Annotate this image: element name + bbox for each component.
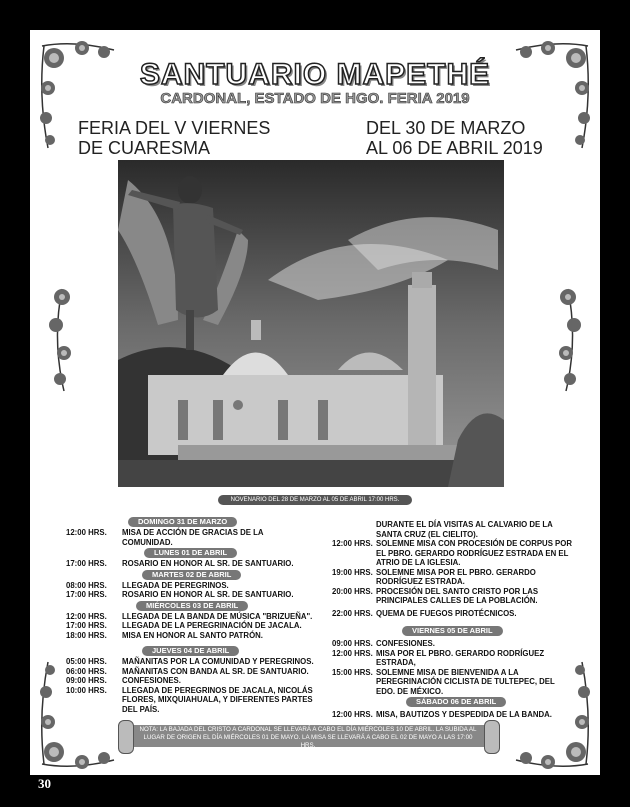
novenario-banner: NOVENARIO DEL 28 DE MARZO AL 05 DE ABRIL 17:00 HRS.	[218, 495, 412, 505]
schedule-right-column	[332, 520, 572, 720]
event-row	[332, 609, 572, 619]
event-row	[332, 668, 572, 697]
feria-dates	[366, 118, 543, 158]
event-time: 20:00 HRS.	[332, 586, 373, 596]
feria-dates-line1: DEL 30 DE MARZO	[366, 118, 526, 138]
scroll-right-roll-icon	[484, 720, 500, 754]
event-desc: CONFESIONES.	[376, 639, 435, 648]
feria-name-line2: DE CUARESMA	[78, 138, 211, 158]
event-row	[332, 568, 572, 587]
event-row	[332, 587, 572, 606]
event-desc: LLEGADA DE PEREGRINOS DE JACALA, NICOLÁS FLORES, MIXQUIAHUALA, Y DIFERENTES PARTES DEL PAÍS.	[122, 685, 313, 714]
event-row	[332, 710, 572, 720]
day-badge-monday: LUNES 01 DE ABRIL	[144, 548, 237, 558]
event-time: 18:00 HRS.	[66, 630, 107, 640]
event-row	[66, 686, 316, 715]
feria-name-line1: FERIA DEL V VIERNES	[78, 118, 271, 138]
event-desc: SOLEMNE MISA DE BIENVENIDA A LA PEREGRINACIÓN CICLISTA DE TULTEPEC, DEL EDO. DE MÉXICO.	[376, 667, 555, 696]
event-time: 12:00 HRS.	[66, 528, 107, 537]
event-desc: SOLEMNE MISA POR EL PBRO. GERARDO RODRÍGUEZ ESTRADA.	[376, 567, 536, 586]
event-desc: MISA EN HONOR AL SANTO PATRÓN.	[122, 630, 263, 640]
floral-side-left-icon	[42, 285, 82, 395]
note-scroll-banner	[118, 720, 498, 750]
event-desc: MISA, BAUTIZOS Y DESPEDIDA DE LA BANDA.	[376, 710, 552, 719]
event-desc: ROSARIO EN HONOR AL SR. DE SANTUARIO.	[122, 590, 294, 599]
event-row	[66, 590, 316, 600]
event-desc: MISA POR EL PBRO. GERARDO RODRÍGUEZ ESTRADA,	[376, 648, 545, 667]
event-row	[66, 621, 316, 631]
event-row	[66, 528, 316, 547]
event-time: 06:00 HRS.	[66, 666, 107, 676]
event-time: 12:00 HRS.	[66, 611, 107, 621]
event-row	[332, 639, 572, 649]
event-row	[66, 559, 316, 569]
event-time: 12:00 HRS.	[332, 710, 373, 719]
event-desc: CONFESIONES.	[122, 676, 181, 685]
event-row	[332, 520, 572, 539]
event-time: 19:00 HRS.	[332, 567, 373, 577]
day-badge-wednesday: MIÉRCOLES 03 DE ABRIL	[136, 601, 248, 611]
event-desc: ROSARIO EN HONOR AL SR. DE SANTUARIO.	[122, 559, 294, 568]
scroll-left-roll-icon	[118, 720, 134, 754]
event-time: 09:00 HRS.	[66, 676, 107, 685]
day-badge-friday: VIERNES 05 DE ABRIL	[402, 626, 503, 636]
event-time: 12:00 HRS.	[332, 539, 373, 548]
event-row	[66, 667, 316, 677]
event-desc: LLEGADA DE LA PEREGRINACIÓN DE JACALA.	[122, 621, 302, 630]
event-row	[66, 581, 316, 591]
day-badge-sunday: DOMINGO 31 DE MARZO	[128, 517, 237, 527]
event-time: 10:00 HRS.	[66, 685, 107, 695]
event-time: 09:00 HRS.	[332, 639, 373, 648]
poster-page	[30, 30, 600, 775]
event-row	[332, 539, 572, 568]
event-time: 22:00 HRS.	[332, 608, 373, 618]
poster-title: SANTUARIO MAPETHÉ	[139, 58, 491, 91]
event-time: 15:00 HRS.	[332, 667, 373, 677]
event-time: 17:00 HRS.	[66, 559, 107, 568]
event-desc: MAÑANITAS CON BANDA AL SR. DE SANTUARIO.	[122, 666, 309, 676]
event-row	[66, 657, 316, 667]
event-desc: QUEMA DE FUEGOS PIROTÉCNICOS.	[376, 608, 517, 618]
sanctuary-photo	[118, 160, 504, 487]
feria-dates-line2: AL 06 DE ABRIL 2019	[366, 138, 543, 158]
event-time: 08:00 HRS.	[66, 580, 107, 590]
event-desc: DURANTE EL DÍA VISITAS AL CALVARIO DE LA SANTA CRUZ (EL CIELITO).	[376, 520, 553, 539]
event-row	[332, 649, 572, 668]
day-badge-tuesday: MARTES 02 DE ABRIL	[142, 570, 241, 580]
day-badge-saturday: SÁBADO 06 DE ABRIL	[406, 697, 506, 707]
event-row	[66, 631, 316, 641]
note-text: NOTA: LA BAJADA DEL CRISTO A CARDONAL SE LLEVARÁ A CABO EL DÍA MIÉRCOLES 10 DE ABRIL. LA SUBIDA AL LUGAR DE ORIGEN EL DÍA MIÉRCOLES 01 DE MAYO. LA MISA SE LLEVARÁ A CABO EL 02 DE MAYO A LAS 17:00 HRS.	[139, 726, 477, 749]
event-desc: PROCESIÓN DEL SANTO CRISTO POR LAS PRINCIPALES CALLES DE LA POBLACIÓN.	[376, 586, 539, 605]
floral-side-right-icon	[548, 285, 588, 395]
event-desc: LLEGADA DE PEREGRINOS.	[122, 580, 229, 590]
page-number: 30	[38, 776, 51, 791]
event-time: 17:00 HRS.	[66, 590, 107, 599]
event-time: 12:00 HRS.	[332, 648, 373, 658]
feria-name	[78, 118, 270, 158]
event-desc: LLEGADA DE LA BANDA DE MÚSICA "BRIZUEÑA".	[122, 611, 313, 621]
schedule-left-column	[66, 516, 316, 714]
event-row	[66, 676, 316, 686]
event-desc: MISA DE ACCIÓN DE GRACIAS DE LA COMUNIDAD.	[122, 528, 264, 547]
poster-subtitle: CARDONAL, ESTADO DE HGO. FERIA 2019	[160, 90, 470, 107]
day-badge-thursday: JUEVES 04 DE ABRIL	[142, 646, 239, 656]
event-row	[66, 612, 316, 622]
event-time: 05:00 HRS.	[66, 657, 107, 666]
event-time: 17:00 HRS.	[66, 621, 107, 630]
event-desc: MAÑANITAS POR LA COMUNIDAD Y PEREGRINOS.	[122, 657, 314, 666]
event-desc: SOLEMNE MISA CON PROCESIÓN DE CORPUS POR EL PBRO. GERARDO RODRÍGUEZ ESTRADA EN EL ATRIO DE LA IGLESIA.	[376, 539, 572, 567]
